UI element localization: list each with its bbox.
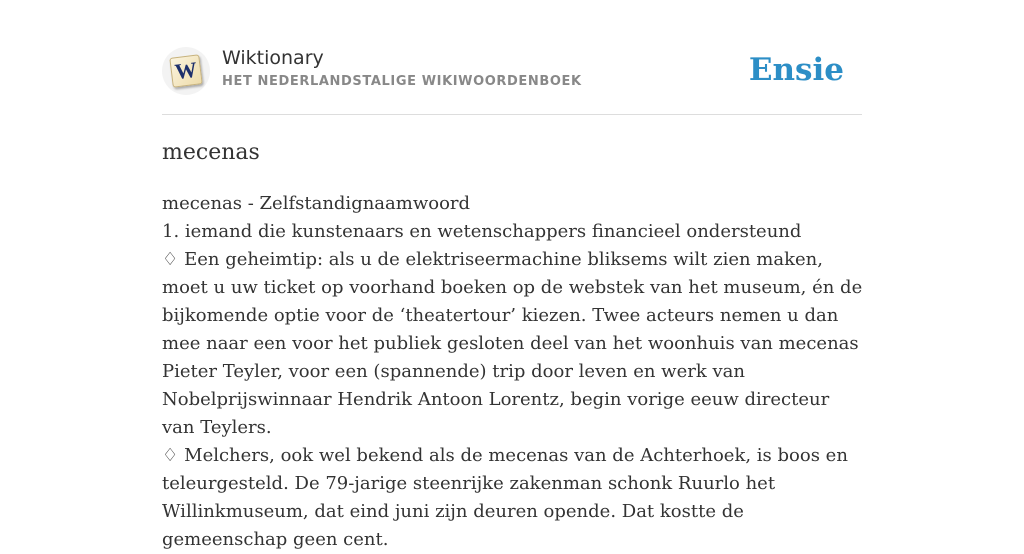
- example-text: Een geheimtip: als u de elektriseermachine bliksems wilt zien maken, moet u uw ticket op voorhand boeken op de webstek van het museum, én de bijkomende optie voor de ‘theatertour’ kiezen. Twee acteurs nemen u dan mee naar een voor het publiek gesloten deel van het woonhuis van mecenas Pieter Teyler, voor een (spannende) trip door leven en werk van Nobelprijswinnaar Hendrik Antoon Lorentz, begin vorige eeuw directeur van Teylers.: [162, 249, 863, 438]
- site-title[interactable]: Wiktionary: [222, 47, 324, 69]
- example-sentence: [162, 442, 864, 554]
- example-marker-icon: ♢: [162, 249, 179, 270]
- example-marker-icon: ♢: [162, 445, 179, 466]
- page-title: mecenas: [162, 140, 260, 165]
- entry-content: [162, 190, 864, 554]
- site-subtitle: HET NEDERLANDSTALIGE WIKIWOORDENBOEK: [222, 74, 582, 89]
- entry-headline: mecenas - Zelfstandignaamwoord: [162, 193, 471, 214]
- entry-definition: 1. iemand die kunstenaars en wetenschappers financieel ondersteund: [162, 221, 802, 242]
- wiktionary-logo-icon[interactable]: [162, 47, 210, 95]
- example-text: Melchers, ook wel bekend als de mecenas van de Achterhoek, is boos en teleurgesteld. De 79-jarige steenrijke zakenman schonk Ruurlo het Willinkmuseum, dat eind juni zijn deuren opende. Dat kostte de gemeenschap geen cent.: [162, 445, 848, 550]
- site-header: [162, 44, 862, 115]
- logo-tile: [169, 54, 202, 87]
- example-sentence: [162, 246, 864, 442]
- logo-letter: W: [173, 56, 199, 85]
- brand-logo[interactable]: Ensie: [748, 52, 844, 88]
